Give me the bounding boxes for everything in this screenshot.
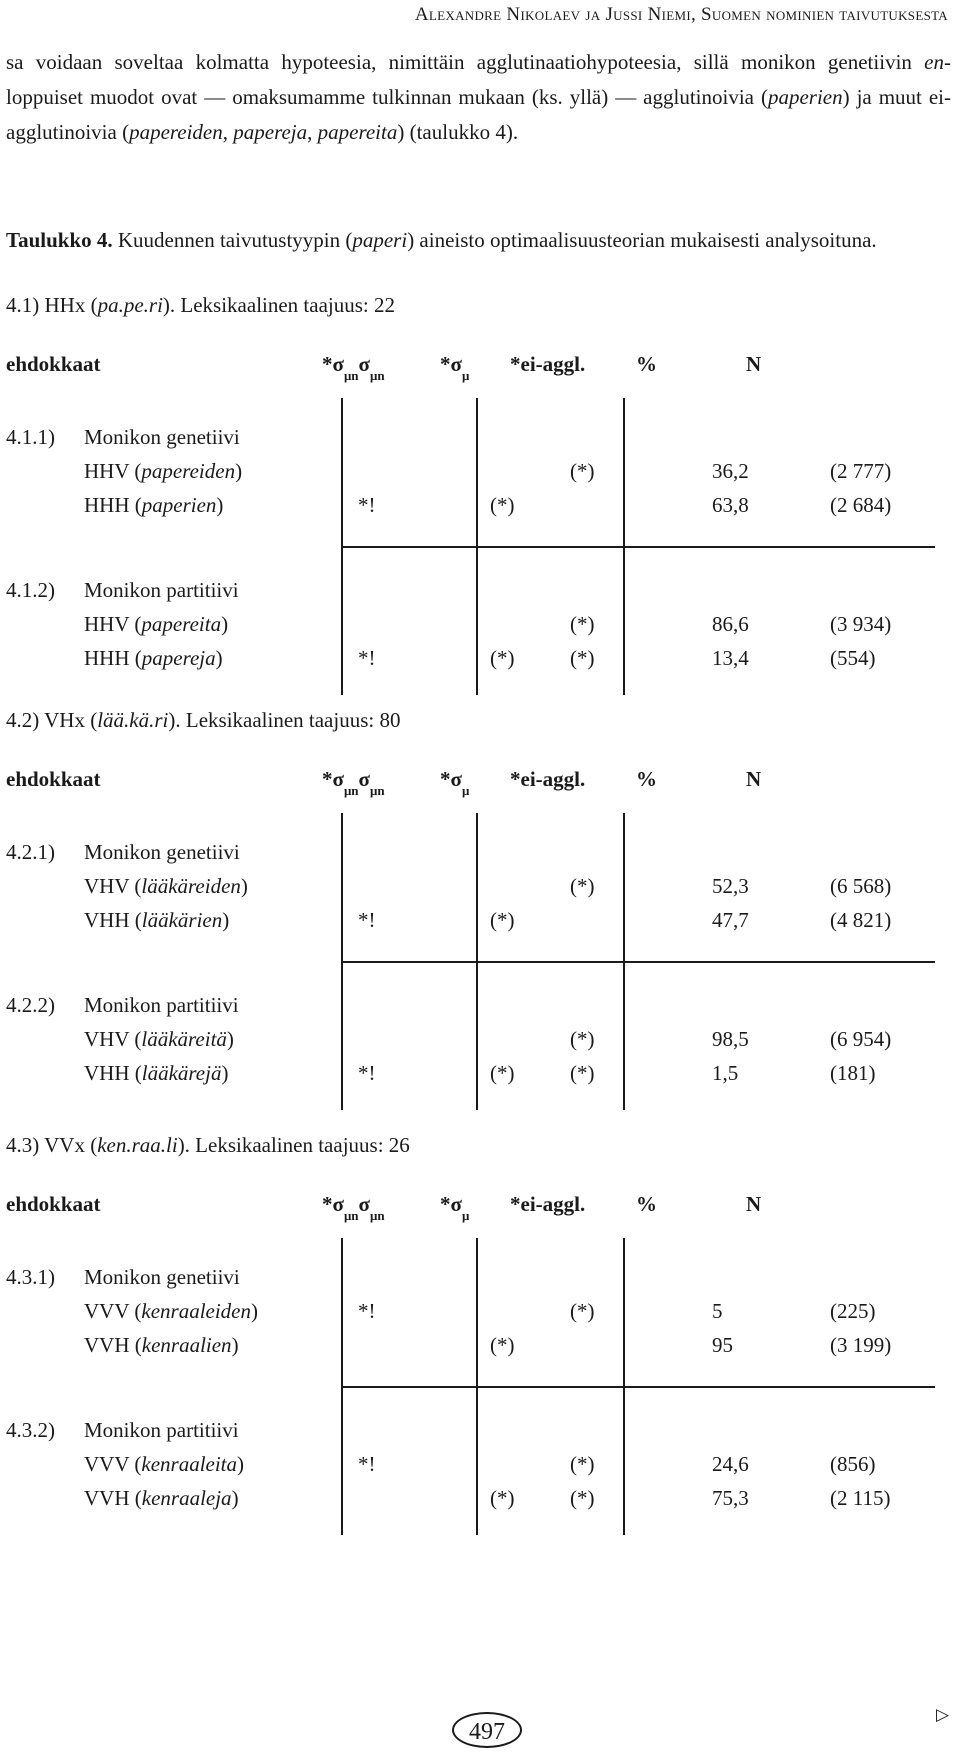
count-value: (181) <box>830 1061 876 1085</box>
group-name: Monikon partitiivi <box>84 993 239 1017</box>
group-number: 4.3.2) <box>6 1418 55 1442</box>
intro-em-3: papereiden <box>129 120 223 144</box>
candidate: HHH (paperien) <box>84 493 224 517</box>
violation-sigma-mu-n: *! <box>358 646 376 670</box>
intro-text-1: sa voidaan soveltaa kolmatta hypoteesia, nimittäin agglutinaatiohypoteesia, sillä monikon genetiivin <box>6 50 925 74</box>
group-separator <box>341 546 935 548</box>
sub-mu: μ <box>461 1208 470 1224</box>
column-header-sigma-mu-n <box>322 767 385 799</box>
intro-text-4: ) (taulukko 4). <box>397 120 519 144</box>
candidate-word: lääkärejä <box>141 1061 222 1085</box>
violation-sigma-mu-n: *! <box>358 1299 376 1323</box>
intro-em-2: paperien <box>767 85 843 109</box>
continuation-marker: ▷ <box>936 1705 950 1724</box>
group-number: 4.2.1) <box>6 840 55 864</box>
violation-sigma-mu-n: *! <box>358 1061 376 1085</box>
candidate-pattern: HHV <box>84 612 130 636</box>
column-header-n: N <box>746 767 762 791</box>
candidate-pattern: VVV <box>84 1299 130 1323</box>
group-heading <box>0 573 960 607</box>
candidate-pattern: VHV <box>84 1027 130 1051</box>
intro-em-5: papereita <box>317 120 398 144</box>
candidate-pattern: VVH <box>84 1486 130 1510</box>
section-title-pre: 4.1) HHx ( <box>6 293 98 317</box>
percent-value: 1,5 <box>712 1061 739 1085</box>
count-value: (3 199) <box>830 1333 892 1357</box>
sub-mu-n-2: μn <box>369 368 385 384</box>
section-title-em: lää.kä.ri <box>97 708 169 732</box>
count-value: (6 954) <box>830 1027 892 1051</box>
candidate-row <box>0 488 960 522</box>
section-title-post: ). Leksikaalinen taajuus: 26 <box>177 1133 410 1157</box>
sigma-main: *σ <box>322 352 344 376</box>
candidate-row <box>0 869 960 903</box>
group-name: Monikon genetiivi <box>84 1265 240 1289</box>
caption-em: paperi <box>352 228 408 252</box>
column-header-row <box>6 767 946 801</box>
violation-ei-aggl: (*) <box>570 1452 595 1476</box>
violation-sigma-mu: (*) <box>490 1333 515 1357</box>
column-rule <box>341 398 343 695</box>
section-title-em: ken.raa.li <box>97 1133 178 1157</box>
candidate: VHV (lääkäreitä) <box>84 1027 234 1051</box>
group-number: 4.1.2) <box>6 578 55 602</box>
section-title-pre: 4.2) VHx ( <box>6 708 98 732</box>
sub-mu: μ <box>461 368 470 384</box>
column-rule <box>623 1238 625 1535</box>
group-name: Monikon genetiivi <box>84 425 240 449</box>
column-header-n: N <box>746 1192 762 1216</box>
page-number: 497 <box>452 1712 522 1748</box>
column-header-percent: % <box>636 1192 657 1216</box>
candidate-word: papereiden <box>141 459 236 483</box>
intro-sep-1: , <box>222 120 234 144</box>
sigma-main-2: *σ <box>440 1192 462 1216</box>
candidate: VHH (lääkärejä) <box>84 1061 229 1085</box>
candidate-row <box>0 1056 960 1090</box>
candidate-row <box>0 1447 960 1481</box>
group-heading <box>0 835 960 869</box>
candidate-word: paperien <box>141 493 217 517</box>
sigma-main: *σ <box>322 767 344 791</box>
column-header-sigma-mu <box>440 767 470 799</box>
candidate-pattern: VVV <box>84 1452 130 1476</box>
count-value: (2 777) <box>830 459 892 483</box>
intro-text-3: ) ja muut ei-agglutinoivia ( <box>6 85 951 144</box>
column-rule <box>341 813 343 1110</box>
candidate: VHV (lääkäreiden) <box>84 874 248 898</box>
group-name: Monikon partitiivi <box>84 1418 239 1442</box>
group-name: Monikon genetiivi <box>84 840 240 864</box>
violation-ei-aggl: (*) <box>570 1299 595 1323</box>
candidate-row <box>0 903 960 937</box>
candidate-row <box>0 1022 960 1056</box>
caption-text-2: ) aineisto optimaalisuusteorian mukaisesti analysoituna. <box>407 228 877 252</box>
violation-sigma-mu-n: *! <box>358 908 376 932</box>
sigma-mid: σ <box>358 1192 370 1216</box>
percent-value: 52,3 <box>712 874 749 898</box>
column-header-sigma-mu-n <box>322 352 385 384</box>
violation-ei-aggl: (*) <box>570 459 595 483</box>
percent-value: 36,2 <box>712 459 749 483</box>
candidate-pattern: VVH <box>84 1333 130 1357</box>
violation-ei-aggl: (*) <box>570 1486 595 1510</box>
count-value: (2 684) <box>830 493 892 517</box>
group-separator <box>341 1386 935 1388</box>
candidate-word: lääkäreiden <box>141 874 241 898</box>
percent-value: 98,5 <box>712 1027 749 1051</box>
sub-mu-n-2: μn <box>369 1208 385 1224</box>
group-heading <box>0 1260 960 1294</box>
candidate-pattern: HHH <box>84 493 130 517</box>
violation-ei-aggl: (*) <box>570 646 595 670</box>
violation-ei-aggl: (*) <box>570 1061 595 1085</box>
column-rule <box>623 398 625 695</box>
sigma-main-2: *σ <box>440 352 462 376</box>
percent-value: 75,3 <box>712 1486 749 1510</box>
count-value: (3 934) <box>830 612 892 636</box>
sigma-main-2: *σ <box>440 767 462 791</box>
percent-value: 86,6 <box>712 612 749 636</box>
column-header-row <box>6 352 946 386</box>
candidate: VVV (kenraaleiden) <box>84 1299 258 1323</box>
percent-value: 95 <box>712 1333 733 1357</box>
violation-sigma-mu: (*) <box>490 493 515 517</box>
intro-sep-2: , <box>307 120 318 144</box>
column-rule <box>341 1238 343 1535</box>
count-value: (2 115) <box>830 1486 891 1510</box>
column-header-candidates: ehdokkaat <box>6 767 101 791</box>
group-name: Monikon partitiivi <box>84 578 239 602</box>
candidate: VVV (kenraaleita) <box>84 1452 245 1476</box>
candidate-word: kenraalien <box>141 1333 232 1357</box>
violation-ei-aggl: (*) <box>570 612 595 636</box>
candidate-row <box>0 607 960 641</box>
violation-ei-aggl: (*) <box>570 1027 595 1051</box>
candidate-pattern: HHV <box>84 459 130 483</box>
candidate: VHH (lääkärien) <box>84 908 230 932</box>
section-title-post: ). Leksikaalinen taajuus: 80 <box>168 708 401 732</box>
intro-em-4: papereja <box>233 120 308 144</box>
table-caption <box>6 223 951 258</box>
group-separator <box>341 961 935 963</box>
candidate-word: papereita <box>141 612 222 636</box>
candidate: HHV (papereita) <box>84 612 229 636</box>
section-title <box>6 705 400 735</box>
candidate-pattern: HHH <box>84 646 130 670</box>
violation-sigma-mu-n: *! <box>358 493 376 517</box>
candidate-word: kenraaleita <box>141 1452 238 1476</box>
column-rule <box>476 1238 478 1535</box>
running-header: Alexandre Nikolaev ja Jussi Niemi, Suomen nominien taivutuksesta <box>414 4 948 25</box>
column-header-candidates: ehdokkaat <box>6 352 101 376</box>
caption-label: Taulukko 4. <box>6 228 113 252</box>
candidate-pattern: VHV <box>84 874 130 898</box>
candidate-row <box>0 641 960 675</box>
caption-text-1: Kuudennen taivutustyypin ( <box>112 228 353 252</box>
violation-sigma-mu: (*) <box>490 908 515 932</box>
candidate-word: kenraaleja <box>141 1486 232 1510</box>
violation-ei-aggl: (*) <box>570 874 595 898</box>
sub-mu-n-2: μn <box>369 783 385 799</box>
group-heading <box>0 1413 960 1447</box>
column-rule <box>623 813 625 1110</box>
sub-mu-n-1: μn <box>343 368 359 384</box>
candidate-word: lääkäreitä <box>141 1027 227 1051</box>
column-header-percent: % <box>636 352 657 376</box>
sigma-main: *σ <box>322 1192 344 1216</box>
column-header-sigma-mu-n <box>322 1192 385 1224</box>
violation-sigma-mu: (*) <box>490 646 515 670</box>
count-value: (225) <box>830 1299 876 1323</box>
violation-sigma-mu: (*) <box>490 1061 515 1085</box>
section-title <box>6 1130 410 1160</box>
count-value: (6 568) <box>830 874 892 898</box>
percent-value: 5 <box>712 1299 723 1323</box>
candidate-row <box>0 454 960 488</box>
candidate: HHH (papereja) <box>84 646 223 670</box>
section-title-pre: 4.3) VVx ( <box>6 1133 98 1157</box>
violation-sigma-mu-n: *! <box>358 1452 376 1476</box>
candidate: HHV (papereiden) <box>84 459 243 483</box>
group-number: 4.2.2) <box>6 993 55 1017</box>
group-number: 4.1.1) <box>6 425 55 449</box>
sub-mu: μ <box>461 783 470 799</box>
count-value: (856) <box>830 1452 876 1476</box>
candidate-pattern: VHH <box>84 1061 130 1085</box>
section-title-post: ). Leksikaalinen taajuus: 22 <box>162 293 396 317</box>
column-header-candidates: ehdokkaat <box>6 1192 101 1216</box>
percent-value: 47,7 <box>712 908 749 932</box>
intro-em-1: en <box>924 50 944 74</box>
percent-value: 63,8 <box>712 493 749 517</box>
sigma-mid: σ <box>358 767 370 791</box>
section-title <box>6 290 395 320</box>
candidate-row <box>0 1481 960 1515</box>
column-header-sigma-mu <box>440 1192 470 1224</box>
count-value: (554) <box>830 646 876 670</box>
column-header-percent: % <box>636 767 657 791</box>
candidate-word: papereja <box>141 646 216 670</box>
column-header-ei-aggl: *ei-aggl. <box>510 767 586 791</box>
column-header-sigma-mu <box>440 352 470 384</box>
sigma-mid: σ <box>358 352 370 376</box>
group-heading <box>0 420 960 454</box>
violation-sigma-mu: (*) <box>490 1486 515 1510</box>
candidate-row <box>0 1328 960 1362</box>
candidate: VVH (kenraaleja) <box>84 1486 239 1510</box>
intro-text-2: -loppuiset muodot ovat — omaksumamme tulkinnan mukaan (ks. yllä) — agglutinoivia ( <box>6 50 951 109</box>
column-header-n: N <box>746 352 762 376</box>
column-header-row <box>6 1192 946 1226</box>
candidate: VVH (kenraalien) <box>84 1333 239 1357</box>
candidate-pattern: VHH <box>84 908 130 932</box>
sub-mu-n-1: μn <box>343 783 359 799</box>
candidate-word: lääkärien <box>141 908 223 932</box>
group-heading <box>0 988 960 1022</box>
sub-mu-n-1: μn <box>343 1208 359 1224</box>
group-number: 4.3.1) <box>6 1265 55 1289</box>
percent-value: 24,6 <box>712 1452 749 1476</box>
section-title-em: pa.pe.ri <box>97 293 163 317</box>
intro-paragraph <box>6 45 951 150</box>
candidate-word: kenraaleiden <box>141 1299 251 1323</box>
percent-value: 13,4 <box>712 646 749 670</box>
column-rule <box>476 398 478 695</box>
column-rule <box>476 813 478 1110</box>
count-value: (4 821) <box>830 908 892 932</box>
candidate-row <box>0 1294 960 1328</box>
column-header-ei-aggl: *ei-aggl. <box>510 1192 586 1216</box>
column-header-ei-aggl: *ei-aggl. <box>510 352 586 376</box>
